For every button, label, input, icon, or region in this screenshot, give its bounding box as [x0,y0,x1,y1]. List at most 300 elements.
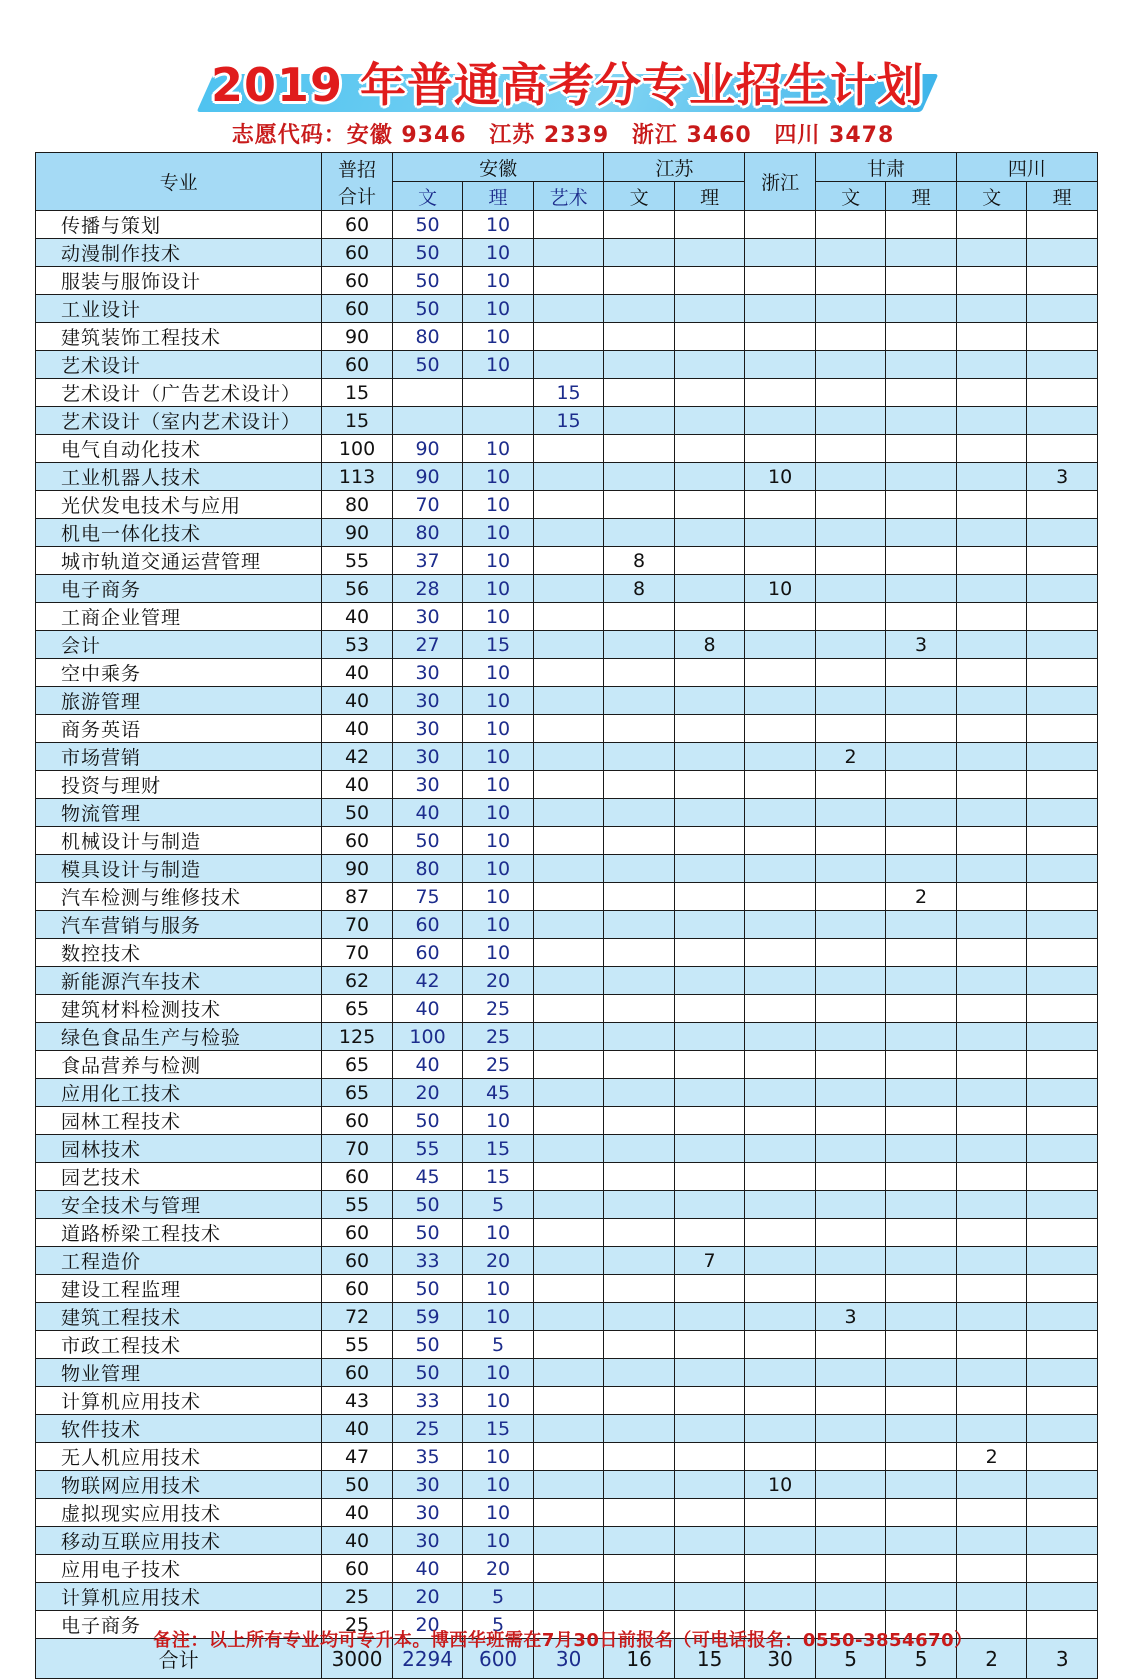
header-anhui-wen: 文 [392,182,463,211]
quota-cell: 40 [392,1555,463,1583]
quota-cell [533,1303,604,1331]
quota-cell: 5 [463,1191,534,1219]
table-row [36,379,1098,407]
quota-cell: 42 [392,967,463,995]
quota-cell [886,1415,957,1443]
quota-cell [815,323,886,351]
quota-cell [886,799,957,827]
table-row [36,911,1098,939]
quota-cell [533,1163,604,1191]
quota-cell [533,771,604,799]
quota-cell [815,1471,886,1499]
quota-cell [674,1471,745,1499]
quota-cell [604,1163,675,1191]
quota-cell [815,1583,886,1611]
quota-cell [674,743,745,771]
quota-cell [1027,715,1098,743]
total-cell: 30 [533,1639,604,1679]
major-name: 光伏发电技术与应用 [36,491,322,519]
quota-cell: 10 [463,491,534,519]
table-row [36,1163,1098,1191]
quota-cell [815,295,886,323]
quota-cell: 10 [463,911,534,939]
quota-cell [1027,799,1098,827]
quota-cell: 10 [463,1443,534,1471]
quota-cell: 50 [392,211,463,239]
quota-cell: 10 [463,939,534,967]
table-row [36,939,1098,967]
quota-cell [815,1527,886,1555]
quota-cell [815,407,886,435]
quota-cell [815,1051,886,1079]
quota-cell [815,351,886,379]
quota-cell [886,575,957,603]
quota-cell [815,715,886,743]
quota-cell [674,547,745,575]
major-name: 建筑材料检测技术 [36,995,322,1023]
quota-cell [956,911,1027,939]
quota-cell [674,1163,745,1191]
quota-cell [604,1275,675,1303]
quota-cell [1027,1471,1098,1499]
quota-cell [1027,1583,1098,1611]
quota-cell: 20 [463,967,534,995]
quota-cell: 10 [463,1219,534,1247]
quota-cell [674,1051,745,1079]
quota-cell: 10 [463,575,534,603]
quota-cell [745,1219,816,1247]
table-row [36,491,1098,519]
quota-cell [674,575,745,603]
header-sichuan-li: 理 [1027,182,1098,211]
table-row [36,771,1098,799]
quota-cell: 40 [392,799,463,827]
quota-cell [745,323,816,351]
quota-cell: 5 [463,1583,534,1611]
quota-cell [1027,827,1098,855]
quota-cell [674,1415,745,1443]
quota-cell [815,603,886,631]
quota-cell [956,1471,1027,1499]
quota-cell: 70 [322,1135,393,1163]
quota-cell: 5 [463,1331,534,1359]
quota-cell: 75 [392,883,463,911]
quota-cell [604,407,675,435]
quota-cell [886,519,957,547]
quota-cell: 60 [322,1219,393,1247]
quota-cell: 10 [463,547,534,575]
major-name: 园艺技术 [36,1163,322,1191]
quota-cell [533,267,604,295]
quota-cell [533,491,604,519]
quota-cell [956,1079,1027,1107]
quota-cell: 60 [322,211,393,239]
quota-cell: 45 [392,1163,463,1191]
quota-cell [674,799,745,827]
quota-cell [674,351,745,379]
major-name: 园林工程技术 [36,1107,322,1135]
header-sichuan-wen: 文 [956,182,1027,211]
quota-cell [533,911,604,939]
table-row [36,1555,1098,1583]
quota-cell: 30 [392,715,463,743]
quota-cell [956,1387,1027,1415]
major-name: 机械设计与制造 [36,827,322,855]
quota-cell: 30 [392,603,463,631]
major-name: 模具设计与制造 [36,855,322,883]
quota-cell [533,1387,604,1415]
quota-cell [674,771,745,799]
total-cell: 600 [463,1639,534,1679]
total-cell: 3000 [322,1639,393,1679]
quota-cell [604,1107,675,1135]
quota-cell: 60 [322,1247,393,1275]
quota-cell [1027,687,1098,715]
quota-cell [956,1247,1027,1275]
quota-cell: 10 [463,1499,534,1527]
quota-cell [533,519,604,547]
quota-cell [956,687,1027,715]
quota-cell: 3 [886,631,957,659]
quota-cell [815,463,886,491]
table-row [36,1499,1098,1527]
quota-cell: 10 [463,855,534,883]
header-anhui: 安徽 [392,153,604,182]
quota-cell: 10 [463,743,534,771]
quota-cell: 8 [674,631,745,659]
code-jiangsu: 江苏 2339 [489,123,610,148]
quota-cell [956,1023,1027,1051]
quota-cell [533,575,604,603]
quota-cell [533,1051,604,1079]
quota-cell: 20 [463,1247,534,1275]
quota-cell [533,1499,604,1527]
table-row [36,659,1098,687]
title-banner [205,58,930,110]
quota-cell: 15 [322,407,393,435]
quota-cell [533,603,604,631]
quota-cell [956,1331,1027,1359]
quota-cell [674,1219,745,1247]
table-row [36,995,1098,1023]
quota-cell [392,407,463,435]
quota-cell: 50 [392,295,463,323]
quota-cell [674,463,745,491]
quota-cell [886,1247,957,1275]
quota-cell [674,1275,745,1303]
quota-cell: 40 [322,603,393,631]
quota-cell [745,239,816,267]
quota-cell [745,687,816,715]
quota-cell [956,939,1027,967]
quota-cell [956,1415,1027,1443]
quota-cell [886,855,957,883]
header-major: 专业 [36,153,322,211]
quota-cell [745,911,816,939]
quota-cell [533,743,604,771]
quota-cell [956,239,1027,267]
header-jiangsu: 江苏 [604,153,745,182]
quota-cell [674,1583,745,1611]
application-codes [0,122,1126,150]
quota-cell [533,855,604,883]
quota-cell [886,995,957,1023]
quota-cell [815,1023,886,1051]
quota-cell: 50 [392,1331,463,1359]
quota-cell [745,379,816,407]
major-name: 新能源汽车技术 [36,967,322,995]
quota-cell: 10 [463,267,534,295]
quota-cell: 50 [392,1275,463,1303]
quota-cell [674,491,745,519]
major-name: 商务英语 [36,715,322,743]
quota-cell [956,855,1027,883]
quota-cell [1027,267,1098,295]
quota-cell [533,1527,604,1555]
quota-cell [815,1107,886,1135]
quota-cell [604,687,675,715]
table-row [36,1583,1098,1611]
header-total [322,153,393,211]
quota-cell [956,771,1027,799]
table-row [36,1415,1098,1443]
table-row [36,519,1098,547]
table-row [36,1219,1098,1247]
quota-cell [956,743,1027,771]
quota-cell [886,603,957,631]
quota-cell [1027,967,1098,995]
page-title: 2019 年普通高考分专业招生计划 [210,58,925,112]
quota-cell [886,407,957,435]
quota-cell [886,267,957,295]
quota-cell [533,351,604,379]
quota-cell [956,659,1027,687]
quota-cell: 30 [392,687,463,715]
quota-cell [604,855,675,883]
quota-cell [745,547,816,575]
quota-cell: 55 [322,1191,393,1219]
major-name: 会计 [36,631,322,659]
table-row [36,827,1098,855]
quota-cell [1027,631,1098,659]
quota-cell [604,1443,675,1471]
quota-cell: 60 [322,1555,393,1583]
major-name: 工业机器人技术 [36,463,322,491]
quota-cell [604,1191,675,1219]
major-name: 汽车营销与服务 [36,911,322,939]
quota-cell: 50 [322,799,393,827]
quota-cell [674,995,745,1023]
quota-cell [1027,743,1098,771]
quota-cell: 40 [322,771,393,799]
total-cell: 5 [815,1639,886,1679]
major-name: 应用电子技术 [36,1555,322,1583]
quota-cell [745,883,816,911]
quota-cell [886,659,957,687]
total-cell: 2294 [392,1639,463,1679]
quota-cell: 90 [322,855,393,883]
quota-cell [1027,855,1098,883]
quota-cell: 40 [322,715,393,743]
quota-cell [886,687,957,715]
quota-cell [604,1023,675,1051]
quota-cell [956,519,1027,547]
quota-cell [533,1415,604,1443]
quota-cell [745,267,816,295]
quota-cell [674,1303,745,1331]
quota-cell: 20 [392,1611,463,1639]
quota-cell: 30 [392,743,463,771]
total-cell: 5 [886,1639,957,1679]
quota-cell: 60 [322,1275,393,1303]
quota-cell [1027,491,1098,519]
quota-cell [604,463,675,491]
table-row [36,1023,1098,1051]
table-row [36,323,1098,351]
quota-cell [745,855,816,883]
total-cell: 16 [604,1639,675,1679]
quota-cell: 10 [463,351,534,379]
quota-cell [533,967,604,995]
quota-cell [604,435,675,463]
quota-cell [956,351,1027,379]
major-name: 绿色食品生产与检验 [36,1023,322,1051]
quota-cell [604,967,675,995]
major-name: 虚拟现实应用技术 [36,1499,322,1527]
quota-cell [815,1555,886,1583]
quota-cell [745,1359,816,1387]
quota-cell [956,323,1027,351]
header-sichuan: 四川 [956,153,1097,182]
quota-cell [886,1219,957,1247]
quota-cell [604,715,675,743]
major-name: 电气自动化技术 [36,435,322,463]
quota-cell [886,1527,957,1555]
table-row [36,1303,1098,1331]
quota-cell [1027,351,1098,379]
quota-cell [674,1107,745,1135]
quota-cell: 10 [463,1527,534,1555]
quota-cell [674,911,745,939]
quota-cell [533,1135,604,1163]
quota-cell [886,1387,957,1415]
quota-cell [956,491,1027,519]
quota-cell [886,939,957,967]
quota-cell [745,743,816,771]
quota-cell [815,799,886,827]
quota-cell [745,1415,816,1443]
quota-cell: 25 [463,995,534,1023]
quota-cell [1027,1275,1098,1303]
table-row [36,799,1098,827]
quota-cell [463,379,534,407]
quota-cell: 10 [463,211,534,239]
quota-cell [886,1359,957,1387]
header-gansu: 甘肃 [815,153,956,182]
quota-cell: 33 [392,1387,463,1415]
quota-cell: 100 [322,435,393,463]
quota-cell: 50 [392,827,463,855]
quota-cell [886,491,957,519]
quota-cell [674,1191,745,1219]
quota-cell [533,631,604,659]
quota-cell: 10 [463,463,534,491]
enrollment-plan-table [35,152,1098,1679]
quota-cell [533,463,604,491]
quota-cell [886,1191,957,1219]
table-row [36,1107,1098,1135]
quota-cell [886,715,957,743]
quota-cell [815,1247,886,1275]
quota-cell [1027,911,1098,939]
quota-cell [815,519,886,547]
quota-cell [745,995,816,1023]
quota-cell [956,883,1027,911]
table-row [36,855,1098,883]
quota-cell [886,463,957,491]
major-name: 传播与策划 [36,211,322,239]
quota-cell [533,1443,604,1471]
quota-cell [604,771,675,799]
quota-cell [745,491,816,519]
quota-cell [674,1555,745,1583]
quota-cell [533,1023,604,1051]
quota-cell [674,519,745,547]
quota-cell [533,799,604,827]
quota-cell [886,239,957,267]
quota-cell [533,715,604,743]
quota-cell [815,1135,886,1163]
quota-cell [886,435,957,463]
quota-cell [886,771,957,799]
total-cell: 15 [674,1639,745,1679]
quota-cell [886,1499,957,1527]
quota-cell [886,743,957,771]
quota-cell: 50 [392,351,463,379]
quota-cell [815,575,886,603]
quota-cell [745,351,816,379]
header-gansu-li: 理 [886,182,957,211]
quota-cell: 45 [463,1079,534,1107]
quota-cell: 10 [463,883,534,911]
table-row [36,687,1098,715]
major-name: 机电一体化技术 [36,519,322,547]
quota-cell [392,379,463,407]
quota-cell [674,1359,745,1387]
quota-cell [956,1499,1027,1527]
quota-cell [815,1387,886,1415]
quota-cell [1027,575,1098,603]
quota-cell: 70 [322,939,393,967]
quota-cell: 8 [604,547,675,575]
quota-cell [604,239,675,267]
quota-cell [745,1107,816,1135]
quota-cell [604,1219,675,1247]
major-name: 计算机应用技术 [36,1387,322,1415]
quota-cell: 25 [463,1023,534,1051]
quota-cell [886,1331,957,1359]
quota-cell [1027,1555,1098,1583]
quota-cell: 62 [322,967,393,995]
quota-cell [674,687,745,715]
footnote: 备注：以上所有专业均可专升本。博西华班需在7月30日前报名（可电话报名：0550-3854670） [153,1630,973,1651]
quota-cell: 65 [322,1079,393,1107]
quota-cell [1027,1023,1098,1051]
quota-cell [956,379,1027,407]
quota-cell: 10 [745,575,816,603]
major-name: 无人机应用技术 [36,1443,322,1471]
quota-cell [674,1023,745,1051]
